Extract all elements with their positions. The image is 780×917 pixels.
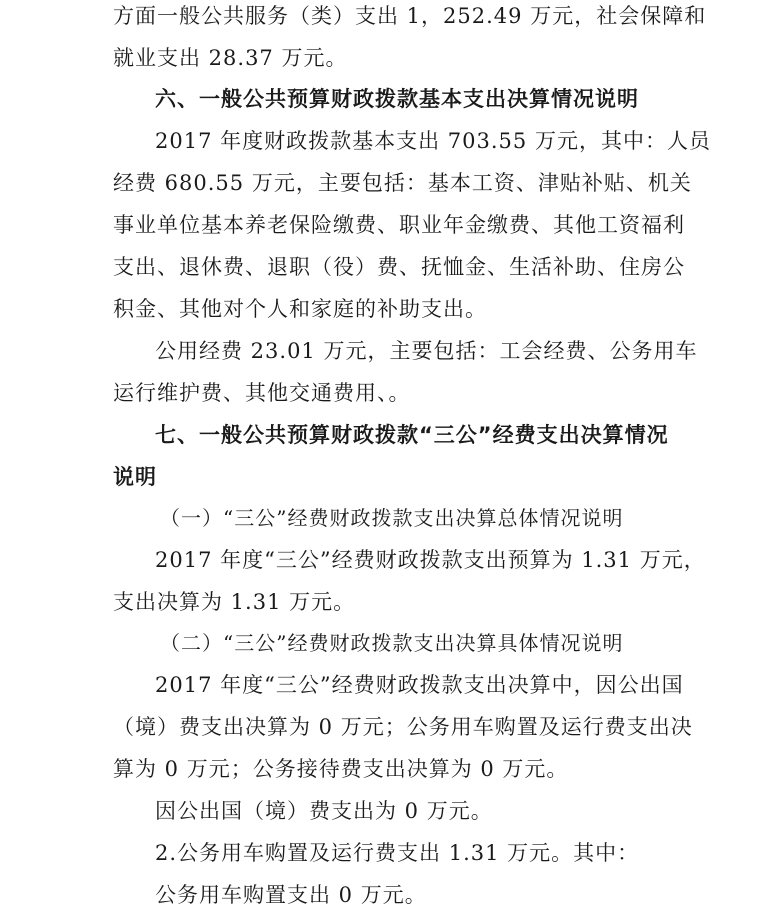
paragraph-line: 方面一般公共服务（类）支出 1，252.49 万元，社会保障和 <box>113 4 707 28</box>
subsection-heading-1: （一）“三公”经费财政拨款支出决算总体情况说明 <box>160 506 624 530</box>
paragraph-line: 公务用车购置支出 0 万元。 <box>155 883 427 907</box>
paragraph-line: 2.公务用车购置及运行费支出 1.31 万元。其中： <box>155 841 640 865</box>
paragraph-line: 因公出国（境）费支出为 0 万元。 <box>155 799 493 823</box>
paragraph-line: 2017 年度“三公”经费财政拨款支出决算中，因公出国 <box>155 673 684 697</box>
paragraph-line: 积金、其他对个人和家庭的补助支出。 <box>113 297 487 321</box>
paragraph-line: 支出、退休费、退职（役）费、抚恤金、生活补助、住房公 <box>113 255 685 279</box>
paragraph-line: 2017 年度“三公”经费财政拨款支出预算为 1.31 万元， <box>155 548 706 572</box>
paragraph-line: 事业单位基本养老保险缴费、职业年金缴费、其他工资福利 <box>113 213 685 237</box>
paragraph-line: 就业支出 28.37 万元。 <box>113 46 348 70</box>
paragraph-line: 算为 0 万元；公务接待费支出决算为 0 万元。 <box>113 757 569 781</box>
paragraph-line: 经费 680.55 万元，主要包括：基本工资、津贴补贴、机关 <box>113 171 692 195</box>
section-heading-6: 六、一般公共预算财政拨款基本支出决算情况说明 <box>155 87 639 111</box>
subsection-heading-2: （二）“三公”经费财政拨款支出决算具体情况说明 <box>160 631 624 655</box>
section-heading-7: 七、一般公共预算财政拨款“三公”经费支出决算情况 <box>155 423 669 447</box>
paragraph-line: （境）费支出决算为 0 万元；公务用车购置及运行费支出决 <box>113 715 693 739</box>
paragraph-line: 支出决算为 1.31 万元。 <box>113 590 356 614</box>
paragraph-line: 运行维护费、其他交通费用、。 <box>113 381 411 405</box>
paragraph-line: 公用经费 23.01 万元，主要包括：工会经费、公务用车 <box>155 339 698 363</box>
paragraph-line: 2017 年度财政拨款基本支出 703.55 万元，其中：人员 <box>155 129 711 153</box>
section-heading-7-cont: 说明 <box>113 465 157 489</box>
